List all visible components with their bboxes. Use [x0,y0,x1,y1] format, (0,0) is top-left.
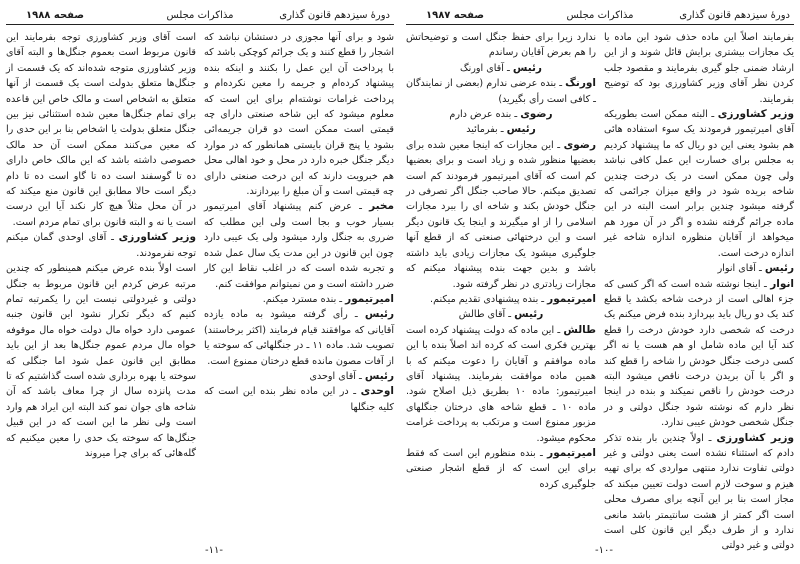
paragraph-text: این ماده که دولت پیشنهاد کرده است بهترین فکری است که کرده اند اصلاً بنده با این ماده موافقم و آقایان را دعوت میکنم که با همین ماده موافقت بفرمایند. پیشنهاد آقای امیرتیمور: ماده ۱۰ بطریق ذیل اصلاح شود. ماده ۱۰ ـ قطع شاخه های درختان جنگلهای مزبور ممنوع است و مرتکب به پرداخت غرامت محکوم میشود. [406,324,596,444]
text-column [604,30,794,552]
paragraph: امیرتیمور ـ بنده منظورم این است که فقط برای این است که از قطع اشجار صنعتی جلوگیری کرده [406,446,596,490]
header-page-number: صفحه ۱۹۸۸ [26,10,85,21]
paragraph-text: اولاً چندین بار بنده تذکر دادم که استثناء نشده است یعنی دولتی و غیر دولتی تفاوت ندارد منتهی مواردی که برای تهیه هیزم و سوخت لازم است دولت تعیین میکند که مجاز است بنا بر این آنچه برای مصرف محلی است اگر کمتر از هشت سانتیمتر باشد مانعی ندارد و از طرف دیگر این قانون کلی است دولتی و غیر دولتی [604,432,794,552]
paragraph-text: بنده پیشنهادی تقدیم میکنم. [430,293,539,305]
paragraph: رئیس ـ بفرمائید [466,123,536,136]
paragraph-text: بنده مسترد میکنم. [262,293,337,305]
paragraph-text: بنده عرضی ندارم (بعضی از نمایندگان ـ کافی است رأی بگیرید) [406,78,596,105]
speaker-name: طالش [563,323,596,336]
paragraph: طالش ـ این ماده که دولت پیشنهاد کرده است بهترین فکری است که کرده اند اصلاً بنده با این ماده موافقم و آقایان را دعوت میکنم که با همین ماده موافقت بفرمایند. پیشنهاد آقای امیرتیمور: ماده ۱۰ بطریق ذیل اصلاح شود. ماده ۱۰ ـ قطع شاخه های درختان جنگلهای مزبور ممنوع است و مرتکب به پرداخت غرامت محکوم میشود. [406,323,596,444]
speaker-name: وزیر کشاورزی [118,231,196,244]
header-section: مذاکرات مجلس [566,10,634,21]
speaker-name: انوار [770,277,794,290]
speaker-name: وزیر کشاورزی [716,431,794,444]
speaker-name: مخبر [369,200,394,213]
page-header [406,10,794,25]
paragraph-text: است اولاً بنده عرض میکنم همینطور که چندین مرتبه عرض کردم این قانون مربوط به جنگل دولتی و غیردولتی نیست این را یکمرتبه تمام کنیم که دیگر تکرار نشود این قانون جنبه عمومی دارد خواه مال دولت خواه مال موقوفه خواه مال مردم عموم جنگل‌ها بعد از این باید مطابق این قانون عمل شود اما جنگلی که سوخته یا بهره برداری شده است گذاشتیم که تا مدت پانزده سال از چرا معاف باشد که آن شاخه های جوان نمو کند البته این ایراد هم وارد است ولی نظر ما این است که در این قبیل جنگل‌ها که سوخته یک حدی را معین میکنیم که گله‌هائی که برای چرا میروند [6,263,196,459]
paragraph-text: بنده منظورم این است که فقط برای این است که از قطع اشجار صنعتی جلوگیری کرده [406,447,596,490]
paragraph-text: آقای اوحدی گمان میکنم توجه نفرمودند. [6,232,196,259]
paragraph [6,261,196,461]
paragraph: رضوی ـ این مجازات که اینجا معین شده برای بعضیها منظور شده و زیاد است و برای بعضیها کم است که آقای امیرتیمور فرمودند کم است تصدیق میکنم. حالا صاحب جنگل اگر تصرفی در جنگل خودش بکند و شاخه ای را ببرد مجازات اسلامی را از او میگیرند و اینجا یک قانون دیگر است و این درختهائی صنعتی که از قطع آنها جلوگیری میشود یک مجازات زیادی باید داشته باشد و بدین جهت بنده پیشنهاد میکنم که مجازات زیادتری در نظر گرفته شود. [406,138,596,290]
paragraph: رئیس ـ رأی گرفته میشود به ماده یازده آقایانی که موافقند قیام فرمایند (اکثر برخاستند) تصویب شد. ماده ۱۱ ـ در جنگلهائی که سوخته یا از آفات مصون مانده قطع درختان ممنوع است. [204,308,395,367]
paragraph: وزیر کشاورزی ـ البته ممکن است بطوریکه آقای امیرتیمور فرمودند یک سوء استفاده هائی هم بشود یعنی این دو ریال که ما پیشنهاد کردیم به مجلس برای خسارت این عمل کافی نباشد ولی چون ممکن است در یک درخت چندین شاخه بریده شود در واقع میزان جرائمی که گرفته میشود چندین برابر است البته در این ماده جرائم گرفته نشده و اگر در آن مورد هم میخواهد از آقایان منظوره اندازه شاخه غیر اندازه درخت است. [604,108,794,259]
paragraph-text: ندارد زیرا برای حفظ جنگل است و توضیحاتش را هم بعرض آقایان رساندم [406,32,596,59]
paragraph: رئیس ـ آقای اورنگ [460,61,542,74]
paragraph-text: البته ممکن است بطوریکه آقای امیرتیمور فرمودند یک سوء استفاده هائی هم بشود یعنی این دو ریال که ما پیشنهاد کردیم به مجلس برای خسارت این عمل کافی نباشد ولی چون ممکن است در یک درخت چندین شاخه بریده شود در واقع میزان جرائمی که گرفته میشود چندین برابر است البته در این ماده جرائم گرفته نشده و اگر در آن مورد هم میخواهد از آقایان منظوره اندازه شاخه غیر اندازه درخت است. [604,109,794,259]
paragraph-text: آقای اوحدی [309,370,356,382]
paragraph [204,30,394,199]
paragraph: رئیس ـ آقای انوار [717,262,794,275]
paragraph-text: آقای طالش [458,309,506,321]
paragraph: مخبر ـ عرض کنم پیشنهاد آقای امیرتیمور بسیار خوب و بجا است ولی این مطلب که ضرری به جنگل وارد میشود ولی یک عیبی دارد چون این قانون در این مدت یک سال عمل شده و تجربه شده است که در اغلب نقاط این کار ضرر داشته است و من نمیتوانم موافقت کنم. [204,200,394,290]
paragraph: رئیس ـ آقای اوحدی [309,369,394,382]
paragraph-text: رأی گرفته میشود به ماده یازده آقایانی که موافقند قیام فرمایند (اکثر برخاستند) تصویب شد. ماده ۱۱ ـ در جنگلهائی که سوخته یا از آفات مصون مانده قطع درختان ممنوع است. [204,309,395,367]
paragraph-text: شود و برای آنها مجوزی در دستشان نباشد که اشجار را قطع کنند و یک جرائم کوچکی باشد که با پرداخت آن این عمل را بکنند و اینکه بنده پیشنهاد کرده‌ام و جریمه را معین نکرده‌ام و پرداخت غرامات نوشته‌ام برای این است که معلوم میشود که این شاخه صنعتی دارای چه قیمتی است ممکن است دو قران جریمه‌ائی بشود یا پنج قران بایستی همانطور که در موارد دیگر جنگل خبره دارد در محل و خود اهالی محل هم خبرویت دارند که این درخت صنعتی دارای چه قیمتی است و آن مبلغ را بپردازند. [204,32,394,198]
header-title: دورهٔ سیزدهم قانون گذاری [279,10,390,21]
header-title: دورهٔ سیزدهم قانون گذاری [679,10,790,21]
footer-page-number: -۱۱- [205,545,223,556]
speaker-name: رئیس [364,308,394,321]
text-column [406,30,596,530]
paragraph-text: اینجا نوشته شده است که اگر کسی که جزء اهالی است از درخت شاخه بکشد یا قطع کند یک دو ریال باید بپردازد بنده فرض میکنم یک درخت که شخصی دارد خودش درخت را قطع کند آیا این ماده شامل او هم هست یا نه اگر کسی درخت جنگل خودش را شاخه را قطع کند و اگر با آن بریدن درخت ناقص میشود البته درخت خودش را ناقص نمیکند و بنده در اینجا نظر دارم که نوشته شود جنگل دولتی و در جنگل شخصی خودش عیبی ندارد. [604,278,794,429]
paragraph: وزیر کشاورزی ـ آقای اوحدی گمان میکنم توجه نفرمودند. [6,231,196,259]
footer-page-number: -۱۰- [595,545,613,556]
paragraph-text: عرض کنم پیشنهاد آقای امیرتیمور بسیار خوب و بجا است ولی این مطلب که ضرری به جنگل وارد میشود ولی یک عیبی دارد چون این قانون در این مدت یک سال عمل شده و تجربه شده است که در اغلب نقاط این کار ضرر داشته است و من نمیتوانم موافقت کنم. [204,201,394,290]
right-page [400,0,800,564]
speaker-name: وزیر کشاورزی [717,108,794,121]
speaker-name: رئیس [512,61,542,74]
paragraph-text: است آقای وزیر کشاورزی توجه بفرمایند این قانون مربوط است بعموم جنگل‌ها و البته آقای وزیر کشاورزی متوجه شده‌اند که یک قسمت از جنگل‌ها متعلق بدولت است یک قسمت از آنها متعلق به اشخاص است و مالک خاص این قاعده برای تمام جنگل‌ها معین شده استثنائی نیز بین جنگل متعلق بدولت یا اشخاص بنا بر این حدی را که معین می‌کنند ممکن است آن حد مالک خصوصی داشته باشد که این مالک خاص دارای ده تا گوسفند است ده تا گاو است ده تا دام دیگر است حالا مطابق این قانون منع میکند که در آن محل مثلاً هیچ کار نکند آیا این درست است یا نه و البته قانون برای تمام مردم است. [6,32,196,228]
paragraph: اورنگ ـ بنده عرضی ندارم (بعضی از نمایندگان ـ کافی است رأی بگیرید) [406,77,596,105]
page-header [6,10,394,25]
speaker-name: رضوی [520,108,553,121]
speaker-name: امیرتیمور [345,292,394,305]
paragraph [406,30,596,61]
speaker-name: امیرتیمور [547,446,596,459]
paragraph: وزیر کشاورزی ـ اولاً چندین بار بنده تذکر دادم که استثناء نشده است یعنی دولتی و غیر دولتی تفاوت ندارد منتهی مواردی که برای تهیه هیزم و سوخت لازم است دولت تعیین میکند که مجاز است بنا بر این آنچه برای مصرف محلی است اگر کمتر از هشت سانتیمتر باشد مانعی ندارد و از طرف دیگر این قانون کلی است دولتی و غیر دولتی [604,431,794,552]
speaker-name: اوحدی [360,385,394,398]
paragraph: انوار ـ اینجا نوشته شده است که اگر کسی که جزء اهالی است از درخت شاخه بکشد یا قطع کند یک دو ریال باید بپردازد بنده فرض میکنم یک درخت که شخصی دارد خودش درخت را قطع کند آیا این ماده شامل او هم هست یا نه اگر کسی درخت جنگل خودش را شاخه را قطع کند و اگر با آن بریدن درخت ناقص میشود البته درخت خودش را ناقص نمیکند و بنده در اینجا نظر دارم که نوشته شود جنگل دولتی و در جنگل شخصی خودش عیبی ندارد. [604,277,794,429]
paragraph: رئیس ـ آقای طالش [458,308,544,321]
paragraph-text: در این ماده نظر بنده این است که کلیه جنگلها [204,386,394,413]
paragraph-text: این مجازات که اینجا معین شده برای بعضیها منظور شده و زیاد است و برای بعضیها کم است که آقای امیرتیمور فرمودند کم است تصدیق میکنم. حالا صاحب جنگل اگر تصرفی در جنگل خودش بکند و شاخه ای را ببرد مجازات اسلامی را از او میگیرند و اینجا یک قانون دیگر است و این درختهائی صنعتی که از قطع آنها جلوگیری میشود یک مجازات زیادی باید داشته باشد و بدین جهت بنده پیشنهاد میکنم که مجازات زیادتری در نظر گرفته شود. [406,139,596,290]
text-column [204,30,394,530]
paragraph-text: بفرمایند اصلاً این ماده حذف شود این ماده یا یک مجازات بیشتری برایش قائل شوند و از این ارشاد ضمنی جلو گیری بفرمایند و مقصود جلب کردن نظر آقای وزیر کشاورزی بود که توضیح بفرمایند. [604,32,794,105]
paragraph-text: بنده عرض دارم [449,109,512,121]
paragraph: رضوی ـ بنده عرض دارم [449,108,553,121]
speaker-name: رئیس [514,308,544,321]
paragraph-text: آقای انوار [717,263,756,275]
paragraph-text: آقای اورنگ [460,62,504,74]
paragraph [604,30,794,107]
paragraph: امیرتیمور ـ بنده مسترد میکنم. [262,292,394,305]
header-page-number: صفحه ۱۹۸۷ [426,10,485,21]
paragraph: امیرتیمور ـ بنده پیشنهادی تقدیم میکنم. [430,292,596,305]
paragraph [6,30,196,230]
speaker-name: رئیس [506,123,536,136]
paragraph-text: بفرمائید [466,124,498,136]
text-column [6,30,196,530]
header-section: مذاکرات مجلس [166,10,234,21]
paragraph: اوحدی ـ در این ماده نظر بنده این است که کلیه جنگلها [204,385,394,413]
speaker-name: امیرتیمور [547,292,596,305]
speaker-name: رئیس [764,262,794,275]
speaker-name: رئیس [364,369,394,382]
speaker-name: رضوی [563,138,596,151]
speaker-name: اورنگ [565,77,596,90]
